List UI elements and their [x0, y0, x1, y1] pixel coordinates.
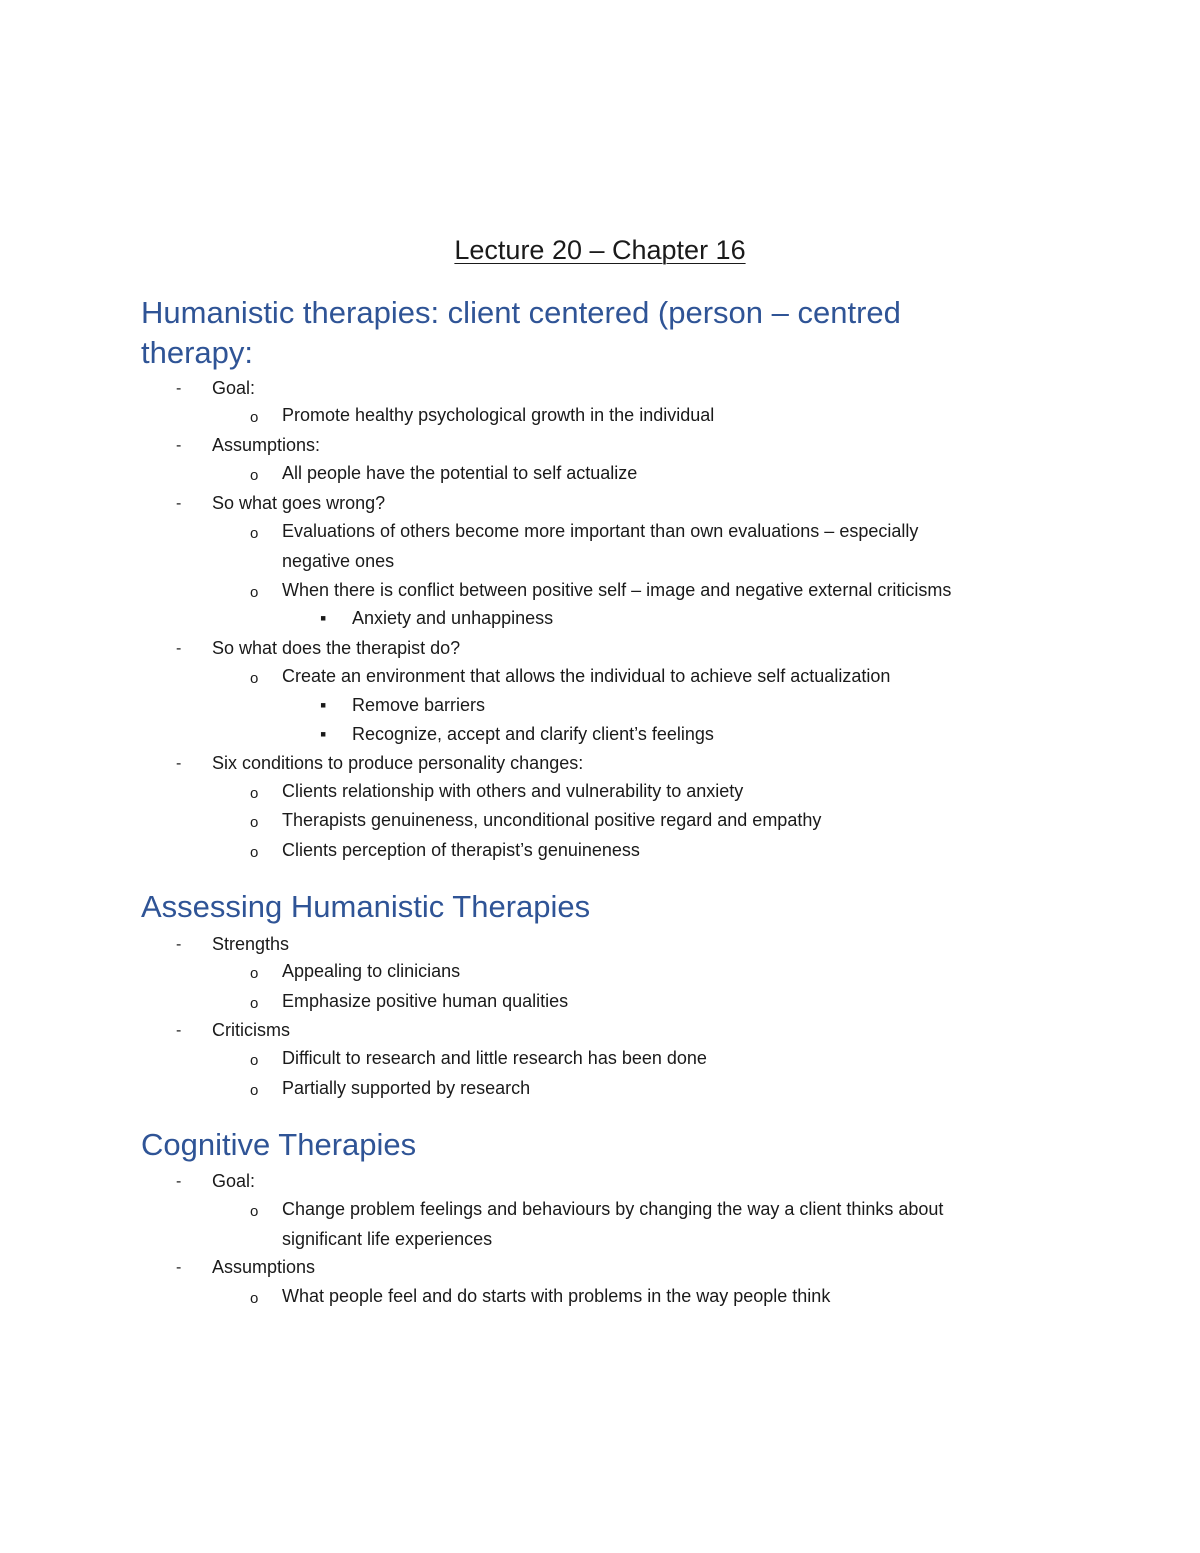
list-item: Therapists genuineness, unconditional positive regard and empathy	[282, 810, 822, 830]
list-item: Goal:	[212, 1171, 256, 1191]
dash-bullet: -	[176, 495, 182, 512]
dash-bullet: -	[176, 380, 182, 397]
list-item: Clients perception of therapist’s genuineness	[282, 840, 640, 860]
dash-bullet: -	[176, 437, 182, 454]
dash-bullet: -	[176, 1259, 182, 1276]
list-item: What people feel and do starts with problems in the way people think	[282, 1286, 831, 1306]
square-bullet: ▪	[320, 724, 327, 744]
circle-bullet: o	[250, 995, 259, 1012]
section-heading-cognitive: Cognitive Therapies	[141, 1127, 417, 1162]
heading-line-2: therapy:	[141, 335, 254, 370]
dash-bullet: -	[176, 1173, 182, 1190]
circle-bullet: o	[250, 965, 259, 982]
list-item-line-2: negative ones	[282, 551, 395, 571]
dash-bullet: -	[176, 1022, 182, 1039]
list-item: Promote healthy psychological growth in the individual	[282, 405, 715, 425]
section-heading-humanistic	[141, 293, 1061, 373]
list-item: Anxiety and unhappiness	[352, 608, 554, 628]
circle-bullet: o	[250, 670, 259, 687]
circle-bullet: o	[250, 584, 259, 601]
list-item: Partially supported by research	[282, 1078, 531, 1098]
circle-bullet: o	[250, 1052, 259, 1069]
circle-bullet: o	[250, 1290, 259, 1307]
list-item: Appealing to clinicians	[282, 961, 461, 981]
list-item: Clients relationship with others and vulnerability to anxiety	[282, 781, 744, 801]
list-item: Assumptions	[212, 1257, 316, 1277]
circle-bullet: o	[250, 814, 259, 831]
list-item: Goal:	[212, 378, 256, 398]
section-heading-assessing: Assessing Humanistic Therapies	[141, 889, 591, 924]
square-bullet: ▪	[320, 695, 327, 715]
circle-bullet: o	[250, 525, 259, 542]
list-item-line-2: significant life experiences	[282, 1229, 493, 1249]
circle-bullet: o	[250, 409, 259, 426]
circle-bullet: o	[250, 844, 259, 861]
circle-bullet: o	[250, 1203, 259, 1220]
dash-bullet: -	[176, 755, 182, 772]
list-item-line-1: Evaluations of others become more important than own evaluations – especially	[282, 521, 919, 541]
dash-bullet: -	[176, 640, 182, 657]
list-item: Emphasize positive human qualities	[282, 991, 569, 1011]
circle-bullet: o	[250, 467, 259, 484]
list-item: Recognize, accept and clarify client’s feelings	[352, 724, 714, 744]
list-item: Create an environment that allows the individual to achieve self actualization	[282, 666, 891, 686]
list-item: So what does the therapist do?	[212, 638, 461, 658]
list-item: Strengths	[212, 934, 290, 954]
circle-bullet: o	[250, 1082, 259, 1099]
list-item: Assumptions:	[212, 435, 321, 455]
square-bullet: ▪	[320, 608, 327, 628]
heading-line-1: Humanistic therapies: client centered (person – centred	[141, 295, 901, 330]
list-item: Criticisms	[212, 1020, 290, 1040]
list-item: All people have the potential to self actualize	[282, 463, 638, 483]
dash-bullet: -	[176, 936, 182, 953]
list-item: Difficult to research and little research has been done	[282, 1048, 707, 1068]
document-title: Lecture 20 – Chapter 16	[454, 235, 746, 265]
list-item: Remove barriers	[352, 695, 486, 715]
list-item-line-1: Change problem feelings and behaviours by changing the way a client thinks about	[282, 1199, 944, 1219]
list-item: So what goes wrong?	[212, 493, 386, 513]
list-item: Six conditions to produce personality changes:	[212, 753, 584, 773]
list-item: When there is conflict between positive self – image and negative external criticisms	[282, 580, 952, 600]
circle-bullet: o	[250, 785, 259, 802]
